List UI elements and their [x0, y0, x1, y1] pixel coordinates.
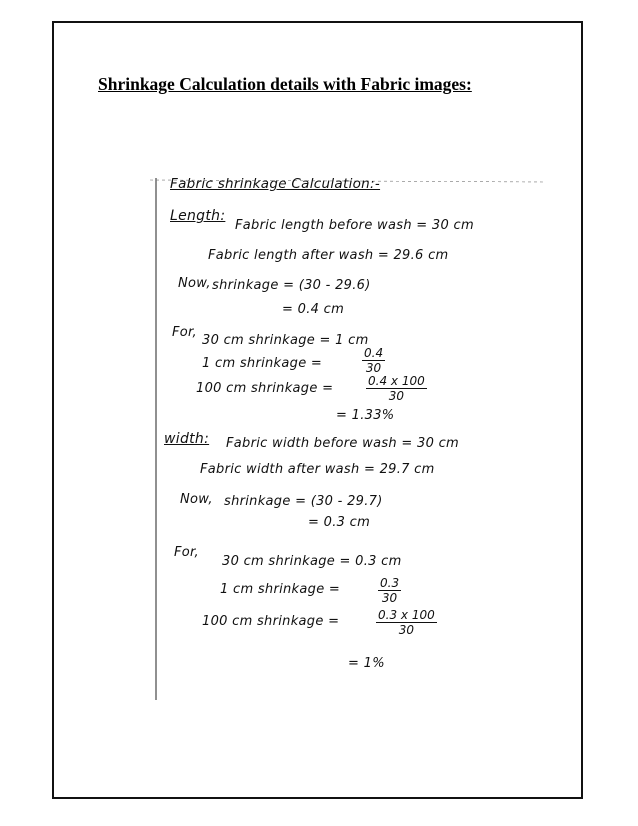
width-for-label: For, [174, 545, 199, 560]
length-line-30cm: 30 cm shrinkage = 1 cm [202, 333, 369, 348]
length-final-result: = 1.33% [336, 408, 395, 423]
length-shrinkage-formula: shrinkage = (30 - 29.6) [212, 278, 371, 293]
width-line-100cm: 100 cm shrinkage = [202, 614, 340, 629]
length-for-label: For, [172, 325, 197, 340]
width-line-1cm: 1 cm shrinkage = [220, 582, 341, 597]
handwritten-note [150, 170, 550, 705]
fraction-denominator: 30 [398, 623, 414, 637]
width-final-result: = 1% [348, 656, 385, 671]
width-now-label: Now, [180, 492, 213, 507]
fraction-denominator: 30 [388, 389, 404, 403]
length-after-wash: Fabric length after wash = 29.6 cm [208, 248, 449, 263]
width-fraction-100cm [376, 608, 437, 637]
page-heading: Shrinkage Calculation details with Fabric images: [98, 74, 472, 94]
width-after-wash: Fabric width after wash = 29.7 cm [200, 462, 435, 477]
length-fraction-1cm [362, 346, 385, 375]
length-fraction-100cm [366, 374, 427, 403]
fraction-denominator: 30 [365, 361, 382, 375]
fraction-denominator: 30 [381, 591, 398, 605]
fraction-numerator: 0.3 x 100 [378, 608, 435, 622]
width-shrinkage-formula: shrinkage = (30 - 29.7) [224, 494, 383, 509]
fraction-numerator: 0.4 x 100 [368, 374, 425, 388]
width-line-30cm: 30 cm shrinkage = 0.3 cm [222, 554, 402, 569]
fraction-numerator: 0.3 [380, 576, 400, 590]
length-line-1cm: 1 cm shrinkage = [202, 356, 323, 371]
width-section-label: width: [164, 431, 210, 447]
length-line-100cm: 100 cm shrinkage = [196, 381, 334, 396]
length-section-label: Length: [170, 208, 226, 224]
length-before-wash: Fabric length before wash = 30 cm [235, 218, 474, 233]
width-before-wash: Fabric width before wash = 30 cm [226, 436, 460, 451]
length-shrinkage-result: = 0.4 cm [282, 302, 345, 317]
length-now-label: Now, [178, 276, 211, 291]
width-fraction-1cm [378, 576, 401, 605]
fraction-numerator: 0.4 [364, 346, 384, 360]
note-title: Fabric shrinkage Calculation:- [170, 176, 381, 192]
width-shrinkage-result: = 0.3 cm [308, 515, 371, 530]
